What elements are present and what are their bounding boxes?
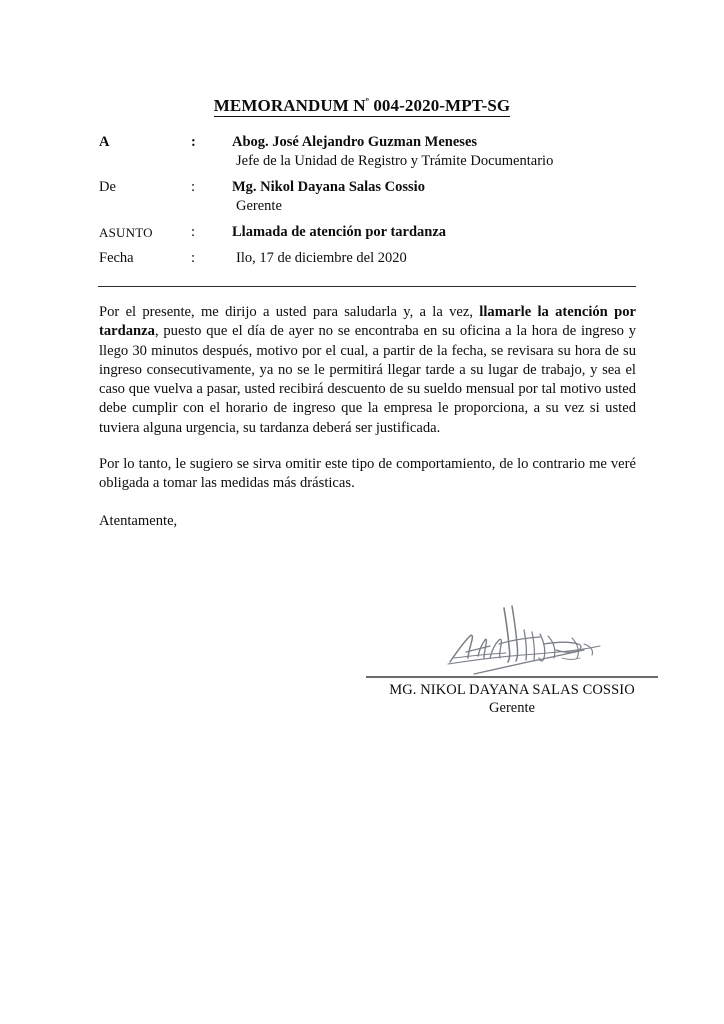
page-title [0,96,724,116]
body-paragraph-1-emphasis: llamarle la atención por tardanza [99,304,636,340]
header-field-a-recipient-name: Abog. José Alejandro Guzman Meneses [232,134,478,150]
header-field-asunto-label: ASUNTO [99,225,153,240]
header-field-fecha-colon: : [191,250,196,266]
memo-body [99,303,636,531]
body-paragraph-1 [99,303,636,438]
body-paragraph-2: Por lo tanto, le sugiero se sirva omitir este tipo de comportamiento, de lo contrario me veré obligada a tomar las medidas más drásticas. [99,456,636,492]
header-divider-rule [98,286,636,287]
header-field-de-value [232,178,639,216]
header-field-a-recipient-role: Jefe de la Unidad de Registro y Trámite Documentario [236,153,554,169]
signatory-role: Gerente [489,700,535,716]
signature-block [366,598,658,717]
body-paragraph-1-text-before-bold: Por el presente, me dirijo a usted para saludarla y, a la vez, [99,304,480,320]
header-field-fecha-label: Fecha [99,250,134,266]
page-title-ordinal-mark: º [365,96,369,108]
header-field-de [99,178,639,216]
page-title-number: 004-2020-MPT-SG [368,96,511,115]
memo-header-fields [99,133,639,268]
header-field-de-colon: : [191,179,196,195]
header-field-fecha [99,249,639,268]
header-field-asunto [99,223,639,242]
page-title-underlined [214,96,510,117]
header-field-a [99,133,639,171]
header-field-fecha-date: Ilo, 17 de diciembre del 2020 [236,250,407,266]
header-field-de-sender-name: Mg. Nikol Dayana Salas Cossio [232,179,425,195]
header-field-asunto-value [232,223,639,242]
closing-salutation: Atentamente, [99,512,178,529]
header-field-de-label: De [99,179,116,195]
body-paragraph-1-text-after-bold: , puesto que el día de ayer no se encontraba en su oficina a la hora de ingreso y llego 30 minutos después, motivo por el cual, a partir de la fecha, se revisara su hora de su ingreso consecutivamente, ya no se le permitirá llegar tarde a su lugar de trabajo, y sea el caso que vuelva a pasar, usted recibirá descuento de su sueldo mensual por tal motivo usted debe cumplir con el horario de ingreso que la empresa le proporciona, a su vez si usted tuviera alguna urgencia, su tardanza deberá ser justificada. [99,323,636,436]
header-field-asunto-colon: : [191,224,196,240]
signature-scrawl-icon [366,598,658,678]
header-field-de-sender-role: Gerente [236,198,282,214]
page-title-prefix: MEMORANDUM N [213,96,366,115]
header-field-a-colon: : [191,134,196,150]
header-field-a-value [232,133,639,171]
header-field-a-label: A [99,134,110,150]
header-field-asunto-subject: Llamada de atención por tardanza [232,224,447,240]
signatory-name: MG. NIKOL DAYANA SALAS COSSIO [389,682,635,698]
closing-wrapper [99,512,636,531]
